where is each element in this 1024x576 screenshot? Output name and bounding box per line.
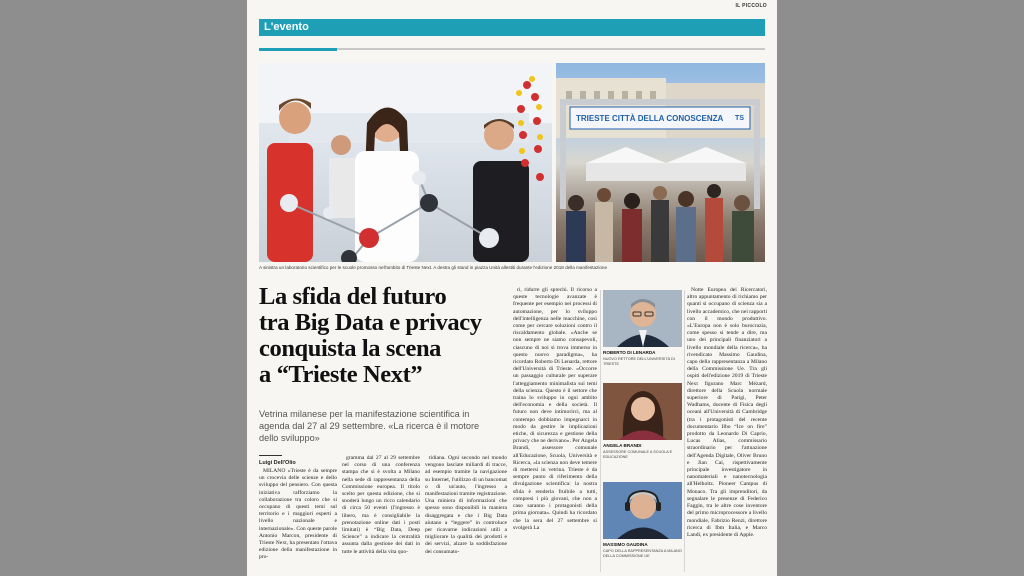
headline-line: conquista la scena <box>259 335 442 362</box>
headline-line: tra Big Data e privacy <box>259 309 482 336</box>
sidebar-role: NUOVO RETTORE DELL'UNIVERSITÀ DI TRIESTE <box>603 357 675 366</box>
headline <box>259 284 507 388</box>
banner-logo: TS <box>735 114 744 122</box>
article-column-2 <box>342 455 420 574</box>
byline-rule <box>259 455 282 456</box>
headline-line: a “Trieste Next” <box>259 361 423 388</box>
section-bar <box>259 19 765 36</box>
portrait-massimo-gaudina <box>603 482 682 539</box>
article-column-3 <box>425 455 507 574</box>
portrait-angela-brandi <box>603 383 682 440</box>
photo-piazza-stands <box>556 63 765 262</box>
column-text: gramma dal 27 al 29 settembre nel corso di una conferenza stampa che si è svolta a Milano nella sede di rappresentanza della Commissione europea. Il titolo scelto per questa edizione, che si snoderà lungo un ricco calendario di circa 50 eventi (l'ingresso è libero, ma è consigliabile la prenotazione online dati i posti limitati) è “Big Data, Deep Science” a indicare la centralità assunta dalla gestione dei dati in tutte le attività della vita quo- <box>342 455 420 555</box>
conoscenza-banner <box>572 109 748 127</box>
piazza-illustration <box>556 63 765 262</box>
photo-science-lab <box>259 63 552 262</box>
sidebar-role: CAPO DELLA RAPPRESENTANZA A MILANO DELLA COMMISSIONE UE <box>603 549 682 558</box>
column-text: Notte Europea dei Ricercatori, altro appuntamento di richiamo per quanti si occupano di scienza sia a livello accademico, che nei rapporti con il mondo produttivo. «L'Europa non è solo burocrazia, come spesso si tende a dire, ma uno dei principali finanziatori a livello mondiale della ricerca», ha rivendicato Massimo Gaudina, capo della rappresentanza a Milano della Commissione Ue. Tra gli ospiti dell'edizione 2019 di Trieste Next figurano Marc Mézard, direttore della Scuola normale superiore di Parigi, Peter Wadhams, docente di Fisica degli oceani all'Università di Cambridge (tra i protagonisti del recente documentario Ilbo “Ice on fire” prodotto da Leonardo Di Caprio, Lucas Alias, commissario straordinario per l'attuazione dell'Agenda Digitale, Oliver Bruno e Jian Cai, rispettivamente principale investigatore in nanomateriali e nanotecnologia all'Helholtz. Pioneer Campus di Monaco. Tra gli imprenditori, da segnalare le presenze di Federico Faggin, tra le altre cose inventore del primo microprocessore a livello mondiale, Fabrizio Renzi, direttore ricerca di Ibm Italia, e Marco Landi, ex presidente di Apple. <box>687 287 767 538</box>
portrait-roberto-di-lenarda <box>603 290 682 347</box>
portrait-illustration <box>603 383 682 440</box>
column-divider <box>684 290 685 572</box>
section-label: L'evento <box>264 21 309 33</box>
portrait-illustration <box>603 290 682 347</box>
newspaper-page <box>247 0 777 576</box>
article-column-1 <box>259 468 337 574</box>
byline: Luigi Dell'Olio <box>259 460 296 466</box>
masthead: IL PICCOLO <box>735 3 767 9</box>
article-column-4 <box>513 287 597 574</box>
column-text: MILANO «Trieste è da sempre un crocevia delle scienze e dello sviluppo del pensiero. Con questa iniziativa rafforziamo la collaborazione tra coloro che si occupano di questi temi sul territorio e i maggiori esperti a livello nazionale e internazionale». Con queste parole Antonio Marcon, presidente di Trieste Next, ha presentato l'ottava edizione della manifestazione in pro- <box>259 468 337 561</box>
photo-caption: A sinistra un laboratorio scientifico per le scuole promosso nell'ambito di Trieste Next. A destra gli stand in piazza Unità allestiti durante l'edizione 2018 della manifestazione <box>259 265 608 270</box>
sidebar-name: MASSIMO GAUDINA <box>603 542 648 547</box>
subheadline: Vetrina milanese per la manifestazione scientifica in agenda dal 27 al 29 settembre. «La ricerca è il motore dello sviluppo» <box>259 409 480 443</box>
headline-line: La sfida del futuro <box>259 283 447 310</box>
article-column-5 <box>687 287 767 574</box>
sidebar-role: ASSESSORE COMUNALE A SCUOLA E EDUCAZIONE <box>603 450 673 459</box>
portrait-illustration <box>603 482 682 539</box>
column-text: tidiana. Ogni secondo nel mondo vengono lasciate miliardi di tracce, ad esempio tramite la navigazione su Internet, l'utilizzo di un bancomat o di un'auto, l'ingresso a manifestazioni tramite registrazione. Una miniera di informazioni che spesso sono disponibili in maniera disaggregata e che i Big Data aiutano a “leggere” in controluce per ricavarne indicazioni utili a migliorare la qualità dei prodotti e dei servizi, alzare la soddisfazione dei consumato- <box>425 455 507 555</box>
column-divider <box>600 290 601 572</box>
sidebar-name: ANGELA BRANDI <box>603 443 642 448</box>
science-lab-illustration <box>259 63 552 262</box>
header-rule-accent <box>259 48 337 51</box>
sidebar-name: ROBERTO DI LENARDA <box>603 350 656 355</box>
column-text: ri, ridurre gli sprechi. Il ricorso a queste tecnologie avanzate è frequente per esempio nei processi di automazione, per lo sviluppo dell'intelligenza nelle macchine, così come per cercare soluzioni contro il riscaldamento globale. «Anche se non sempre ne siamo consapevoli, ciascuno di noi si trova immerso in questo nuovo paradigma», ha ricordato Roberto Di Lenarda, rettore dell'Università di Trieste. «Occorre un passaggio culturale per superare l'atteggiamento minimalista sui temi della scienza. Questo è il settore che traina lo sviluppo in ogni ambito dell'economia e della società. Il futuro non deve intimorirci, ma al contempo dobbiamo impegnarci in modo da gestire le implicazioni etiche, di sicurezza e gestione della privacy che ne derivano». Per Angela Brandi, assessore comunale all'Educazione, Scuola, Università e Ricerca, «la scienza non deve temere di mettersi in vetrina. Trieste è da sempre punto di riferimento della divulgazione scientifica: la nostra sfida è renderla fruibile a tutti, compresi i più giovani, che non a caso saranno i protagonisti della prima giornata». Quindi ha ricordato che la sera del 27 settembre si svolgerà La <box>513 287 597 531</box>
banner-text: TRIESTE CITTÀ DELLA CONOSCENZA <box>576 113 724 123</box>
